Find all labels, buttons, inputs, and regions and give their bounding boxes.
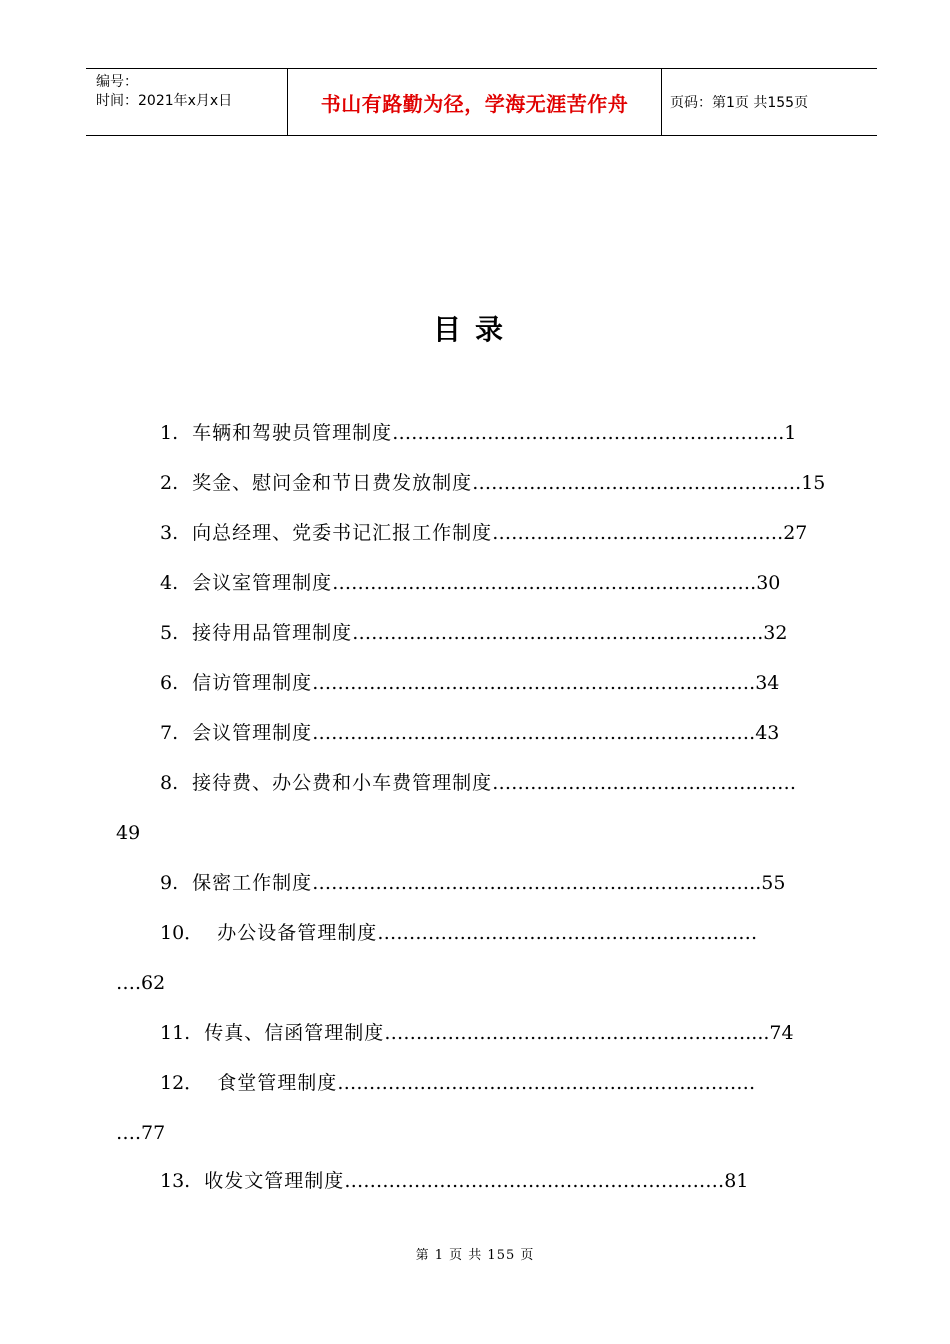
toc-leader-dots: …………………………………………………… [377, 922, 758, 944]
toc-item-label: 信访管理制度 [192, 672, 313, 694]
toc-item-number: 3. [160, 522, 179, 544]
toc-leader-dots: ………………………………………………… [384, 1022, 746, 1044]
toc-item-label: 食堂管理制度 [217, 1072, 338, 1094]
page-header [86, 68, 877, 136]
toc-item-number: 7. [160, 722, 179, 744]
toc-item-number: 8. [160, 772, 179, 794]
toc-leader-dots: …………………………………………………………… [312, 872, 750, 894]
toc-item-page-continuation: ….62 [116, 972, 166, 994]
toc-item[interactable] [160, 1020, 794, 1046]
toc-item-number: 1. [160, 422, 179, 444]
toc-item[interactable] [160, 620, 787, 646]
toc-item-page: .43 [749, 722, 780, 744]
toc-item-page: .15 [795, 472, 826, 494]
toc-item-number: 12． [160, 1072, 204, 1094]
toc-item-label: 会议管理制度 [192, 722, 313, 744]
header-time-label: 时间：2021年x月x日 [96, 93, 233, 109]
toc-item[interactable] [160, 420, 796, 446]
toc-item-label: 向总经理、党委书记汇报工作制度 [192, 522, 493, 544]
toc-leader-dots: ……………………………………… [492, 522, 778, 544]
toc-item[interactable] [160, 920, 757, 946]
toc-item-label: 保密工作制度 [192, 872, 313, 894]
toc-leader-dots: ………………………………………… [492, 772, 797, 794]
toc-item-page-continuation: ….77 [116, 1122, 166, 1144]
toc-item[interactable] [160, 570, 780, 596]
toc-item-number: 5. [160, 622, 179, 644]
toc-item[interactable] [160, 470, 825, 496]
toc-item-number: 13. [160, 1170, 191, 1192]
toc-leader-dots: …………………………………………………… [392, 422, 773, 444]
toc-item[interactable] [160, 520, 807, 546]
toc-item-page-continuation: 49 [116, 822, 141, 844]
toc-item-number: 10． [160, 922, 204, 944]
toc-item[interactable] [160, 720, 779, 746]
toc-item[interactable] [160, 1070, 755, 1096]
page-footer: 第 1 页 共 155 页 [415, 1248, 535, 1263]
toc-item[interactable] [160, 870, 785, 896]
header-code-label: 编号： [96, 74, 138, 90]
toc-item-page: ....74 [745, 1022, 794, 1044]
toc-leader-dots: ……………………………………………………… [352, 622, 752, 644]
toc-item-label: 办公设备管理制度 [217, 922, 378, 944]
header-page-info: 页码：第1页 共155页 [670, 95, 809, 111]
toc-item-page: ..1 [772, 422, 797, 444]
toc-item-page: ..55 [749, 872, 786, 894]
toc-item[interactable] [160, 670, 779, 696]
toc-leader-dots: …………………………………………………………… [312, 722, 750, 744]
toc-leader-dots: …………………………………………………………… [312, 672, 750, 694]
toc-item-number: 9. [160, 872, 179, 894]
toc-item-label: 接待用品管理制度 [192, 622, 353, 644]
toc-item-label: 收发文管理制度 [204, 1170, 345, 1192]
toc-item-number: 4. [160, 572, 179, 594]
toc-item-label: 传真、信函管理制度 [204, 1022, 385, 1044]
toc-item-label: 车辆和驾驶员管理制度 [192, 422, 393, 444]
toc-item-label: 奖金、慰问金和节日费发放制度 [192, 472, 473, 494]
toc-leader-dots: ………………………………………………………… [332, 572, 751, 594]
toc-item-page: .34 [749, 672, 780, 694]
toc-item-page: .27 [777, 522, 808, 544]
toc-item[interactable] [160, 1168, 748, 1194]
toc-leader-dots: …………………………………………………… [344, 1170, 725, 1192]
header-motto: 书山有路勤为径，学海无涯苦作舟 [288, 69, 662, 135]
toc-item-number: 2. [160, 472, 179, 494]
header-meta [86, 69, 288, 135]
toc-item-page: ..32 [751, 622, 788, 644]
toc-item-label: 接待费、办公费和小车费管理制度 [192, 772, 493, 794]
toc-item-label: 会议室管理制度 [192, 572, 333, 594]
toc-leader-dots: …………………………………………… [472, 472, 796, 494]
toc-item-number: 11. [160, 1022, 191, 1044]
toc-item-page: .30 [750, 572, 781, 594]
toc-item[interactable] [160, 770, 796, 796]
toc-leader-dots: ………………………………………………………… [337, 1072, 756, 1094]
toc-item-number: 6. [160, 672, 179, 694]
toc-title: 目录 [432, 313, 517, 346]
toc-item-page: 81 [724, 1170, 749, 1192]
